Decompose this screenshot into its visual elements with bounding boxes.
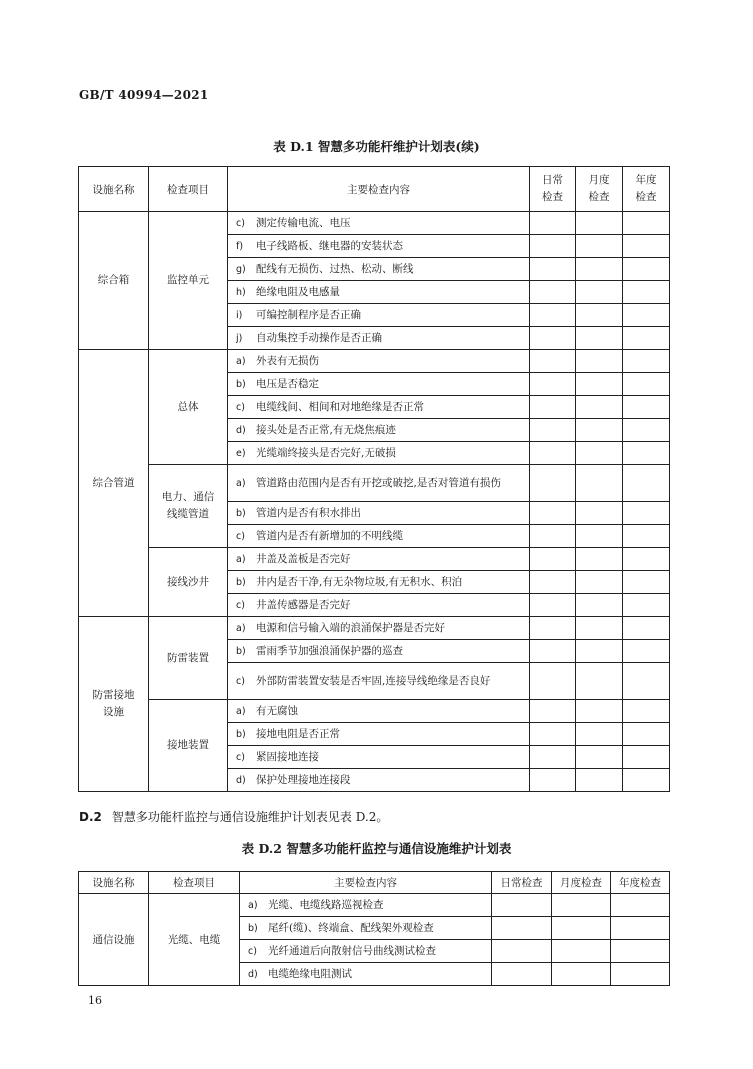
check-content-cell [228, 571, 530, 594]
check-item-cell: 光缆、电缆 [149, 894, 240, 986]
monthly-check-cell[interactable] [576, 571, 623, 594]
item-letter: a) [236, 477, 246, 489]
item-letter: d) [248, 968, 258, 980]
yearly-check-cell[interactable] [611, 894, 670, 917]
item-letter: i) [236, 309, 243, 321]
header-yearly: 年度检查 [611, 872, 670, 894]
yearly-check-cell[interactable] [623, 640, 670, 663]
check-content-cell [240, 917, 492, 940]
item-letter: c) [236, 599, 245, 611]
section-text: 智慧多功能杆监控与通信设施维护计划表见表 D.2。 [111, 810, 389, 824]
monthly-check-cell[interactable] [576, 502, 623, 525]
daily-check-cell[interactable] [530, 373, 576, 396]
monthly-check-cell[interactable] [576, 700, 623, 723]
item-letter: a) [236, 622, 246, 634]
item-letter: b) [248, 922, 258, 934]
item-text: 绝缘电阻及电感量 [256, 285, 340, 298]
page-number: 16 [88, 994, 102, 1007]
check-item-cell: 接地装置 [149, 700, 228, 792]
check-item-cell: 电力、通信 线缆管道 [149, 465, 228, 548]
item-letter: a) [248, 899, 258, 911]
yearly-check-cell[interactable] [623, 373, 670, 396]
item-letter: b) [236, 507, 246, 519]
header-daily: 日常检查 [492, 872, 552, 894]
check-content-cell [228, 640, 530, 663]
item-letter: b) [236, 378, 246, 390]
table-row [79, 350, 670, 373]
item-text: 自动集控手动操作是否正确 [256, 331, 382, 344]
yearly-check-cell[interactable] [623, 327, 670, 350]
item-text: 光纤通道后向散射信号曲线测试检查 [268, 944, 436, 957]
item-text: 接头处是否正常,有无烧焦痕迹 [256, 423, 396, 436]
item-text: 配线有无损伤、过热、松动、断线 [256, 262, 414, 275]
header-monthly: 月度检查 [552, 872, 611, 894]
daily-check-cell[interactable] [530, 525, 576, 548]
section-d2-paragraph [79, 808, 388, 825]
section-number: D.2 [79, 810, 102, 824]
check-content-cell [228, 502, 530, 525]
item-letter: c) [236, 217, 245, 229]
header-item: 检查项目 [149, 167, 228, 212]
item-text: 尾纤(缆)、终端盒、配线架外观检查 [268, 921, 434, 934]
check-content-cell [228, 548, 530, 571]
table-row [79, 548, 670, 571]
yearly-check-cell[interactable] [623, 258, 670, 281]
yearly-check-cell[interactable] [623, 419, 670, 442]
daily-check-cell[interactable] [530, 617, 576, 640]
monthly-check-cell[interactable] [552, 894, 611, 917]
monthly-check-cell[interactable] [552, 963, 611, 986]
monthly-check-cell[interactable] [576, 212, 623, 235]
item-letter: c) [236, 751, 245, 763]
yearly-check-cell[interactable] [611, 917, 670, 940]
daily-check-cell[interactable] [530, 640, 576, 663]
check-content-cell [228, 304, 530, 327]
monthly-check-cell[interactable] [576, 304, 623, 327]
check-content-cell [228, 373, 530, 396]
daily-check-cell[interactable] [530, 502, 576, 525]
table-d2-caption: 表 D.2 智慧多功能杆监控与通信设施维护计划表 [241, 841, 512, 856]
item-text: 可编控制程序是否正确 [256, 308, 361, 321]
monthly-check-cell[interactable] [576, 442, 623, 465]
facility-name-cell: 综合箱 [79, 212, 149, 350]
yearly-check-cell[interactable] [623, 235, 670, 258]
table-row [79, 465, 670, 502]
monthly-check-cell[interactable] [576, 663, 623, 700]
daily-check-cell[interactable] [530, 212, 576, 235]
header-facility: 设施名称 [79, 872, 149, 894]
yearly-check-cell[interactable] [623, 442, 670, 465]
monthly-check-cell[interactable] [576, 327, 623, 350]
table-row [79, 700, 670, 723]
item-text: 井盖及盖板是否完好 [256, 552, 351, 565]
item-text: 井盖传感器是否完好 [256, 598, 351, 611]
header-content: 主要检查内容 [240, 872, 492, 894]
item-letter: c) [236, 401, 245, 413]
item-text: 测定传输电流、电压 [256, 216, 351, 229]
daily-check-cell[interactable] [530, 258, 576, 281]
table-d1-caption: 表 D.1 智慧多功能杆维护计划表(续) [273, 139, 480, 154]
yearly-check-cell[interactable] [623, 350, 670, 373]
monthly-check-cell[interactable] [576, 723, 623, 746]
check-item-cell: 监控单元 [149, 212, 228, 350]
monthly-check-cell[interactable] [576, 746, 623, 769]
check-item-cell: 总体 [149, 350, 228, 465]
check-content-cell [228, 617, 530, 640]
header-facility: 设施名称 [79, 167, 149, 212]
item-letter: b) [236, 645, 246, 657]
item-letter: h) [236, 286, 246, 298]
monthly-check-cell[interactable] [576, 373, 623, 396]
daily-check-cell[interactable] [530, 419, 576, 442]
item-text: 外表有无损伤 [256, 354, 319, 367]
daily-check-cell[interactable] [492, 963, 552, 986]
daily-check-cell[interactable] [530, 548, 576, 571]
yearly-check-cell[interactable] [611, 940, 670, 963]
item-letter: c) [248, 945, 257, 957]
daily-check-cell[interactable] [530, 350, 576, 373]
yearly-check-cell[interactable] [623, 617, 670, 640]
monthly-check-cell[interactable] [576, 419, 623, 442]
check-content-cell [228, 235, 530, 258]
yearly-check-cell[interactable] [623, 663, 670, 700]
check-content-cell [240, 894, 492, 917]
item-letter: j) [236, 332, 243, 344]
check-content-cell [228, 769, 530, 792]
monthly-check-cell[interactable] [576, 465, 623, 502]
item-text: 光缆端终接头是否完好,无破损 [256, 446, 396, 459]
standard-code: GB/T 40994—2021 [79, 88, 209, 102]
item-letter: d) [236, 774, 246, 786]
check-content-cell [228, 396, 530, 419]
check-content-cell [228, 465, 530, 502]
item-letter: f) [236, 240, 244, 252]
check-content-cell [228, 212, 530, 235]
check-content-cell [228, 663, 530, 700]
monthly-check-cell[interactable] [576, 594, 623, 617]
item-letter: c) [236, 530, 245, 542]
monthly-check-cell[interactable] [576, 350, 623, 373]
item-letter: c) [236, 675, 245, 687]
yearly-check-cell[interactable] [623, 700, 670, 723]
check-content-cell [228, 258, 530, 281]
yearly-check-cell[interactable] [623, 548, 670, 571]
daily-check-cell[interactable] [530, 746, 576, 769]
item-text: 管道内是否有积水排出 [256, 506, 361, 519]
item-text: 外部防雷装置安装是否牢固,连接导线绝缘是否良好 [256, 674, 491, 687]
item-letter: b) [236, 728, 246, 740]
monthly-check-cell[interactable] [552, 940, 611, 963]
item-text: 光缆、电缆线路巡视检查 [268, 898, 384, 911]
daily-check-cell[interactable] [530, 663, 576, 700]
daily-check-cell[interactable] [530, 442, 576, 465]
item-text: 电缆线间、相间和对地绝缘是否正常 [256, 400, 424, 413]
yearly-check-cell[interactable] [623, 396, 670, 419]
monthly-check-cell[interactable] [576, 548, 623, 571]
facility-name-cell: 防雷接地 设施 [79, 617, 149, 792]
monthly-check-cell[interactable] [552, 917, 611, 940]
header-daily: 日常 检查 [530, 167, 576, 212]
yearly-check-cell[interactable] [623, 281, 670, 304]
check-content-cell [228, 327, 530, 350]
check-content-cell [228, 746, 530, 769]
table-row [79, 617, 670, 640]
item-text: 有无腐蚀 [256, 704, 298, 717]
item-letter: a) [236, 553, 246, 565]
header-yearly: 年度 检查 [623, 167, 670, 212]
yearly-check-cell[interactable] [623, 723, 670, 746]
check-content-cell [228, 723, 530, 746]
monthly-check-cell[interactable] [576, 258, 623, 281]
monthly-check-cell[interactable] [576, 525, 623, 548]
check-content-cell [228, 350, 530, 373]
item-text: 电子线路板、继电器的安装状态 [256, 239, 403, 252]
daily-check-cell[interactable] [530, 465, 576, 502]
daily-check-cell[interactable] [530, 571, 576, 594]
item-text: 管道路由范围内是否有开挖或破挖,是否对管道有损伤 [256, 476, 501, 489]
daily-check-cell[interactable] [530, 769, 576, 792]
item-letter: b) [236, 576, 246, 588]
item-text: 电缆绝缘电阻测试 [268, 967, 352, 980]
check-item-cell: 接线沙井 [149, 548, 228, 617]
table-row [79, 894, 670, 917]
daily-check-cell[interactable] [492, 917, 552, 940]
item-text: 电压是否稳定 [256, 377, 319, 390]
daily-check-cell[interactable] [530, 281, 576, 304]
yearly-check-cell[interactable] [623, 594, 670, 617]
item-letter: d) [236, 424, 246, 436]
check-content-cell [228, 700, 530, 723]
yearly-check-cell[interactable] [623, 746, 670, 769]
table-d2 [78, 871, 670, 986]
yearly-check-cell[interactable] [623, 304, 670, 327]
check-content-cell [228, 442, 530, 465]
check-content-cell [240, 940, 492, 963]
yearly-check-cell[interactable] [623, 502, 670, 525]
daily-check-cell[interactable] [530, 700, 576, 723]
header-item: 检查项目 [149, 872, 240, 894]
yearly-check-cell[interactable] [623, 212, 670, 235]
item-text: 管道内是否有新增加的不明线缆 [256, 529, 403, 542]
daily-check-cell[interactable] [530, 594, 576, 617]
check-content-cell [228, 281, 530, 304]
daily-check-cell[interactable] [530, 304, 576, 327]
item-text: 井内是否干净,有无杂物垃圾,有无积水、积泊 [256, 575, 463, 588]
monthly-check-cell[interactable] [576, 281, 623, 304]
item-text: 紧固接地连接 [256, 750, 319, 763]
facility-name-cell: 综合管道 [79, 350, 149, 617]
item-letter: a) [236, 355, 246, 367]
check-content-cell [228, 419, 530, 442]
item-text: 保护处理接地连接段 [256, 773, 351, 786]
daily-check-cell[interactable] [492, 894, 552, 917]
yearly-check-cell[interactable] [623, 769, 670, 792]
item-text: 接地电阻是否正常 [256, 727, 340, 740]
yearly-check-cell[interactable] [623, 525, 670, 548]
daily-check-cell[interactable] [530, 235, 576, 258]
item-letter: e) [236, 447, 246, 459]
table-d1 [78, 166, 670, 792]
check-item-cell: 防雷装置 [149, 617, 228, 700]
yearly-check-cell[interactable] [611, 963, 670, 986]
monthly-check-cell[interactable] [576, 396, 623, 419]
item-letter: g) [236, 263, 246, 275]
monthly-check-cell[interactable] [576, 617, 623, 640]
daily-check-cell[interactable] [530, 396, 576, 419]
header-monthly: 月度 检查 [576, 167, 623, 212]
header-content: 主要检查内容 [228, 167, 530, 212]
daily-check-cell[interactable] [492, 940, 552, 963]
daily-check-cell[interactable] [530, 723, 576, 746]
item-text: 电源和信号输入端的浪涌保护器是否完好 [256, 621, 445, 634]
monthly-check-cell[interactable] [576, 235, 623, 258]
table-row [79, 212, 670, 235]
monthly-check-cell[interactable] [576, 769, 623, 792]
facility-name-cell: 通信设施 [79, 894, 149, 986]
daily-check-cell[interactable] [530, 327, 576, 350]
yearly-check-cell[interactable] [623, 465, 670, 502]
check-content-cell [228, 525, 530, 548]
check-content-cell [240, 963, 492, 986]
item-text: 雷雨季节加强浪涌保护器的巡查 [256, 644, 403, 657]
check-content-cell [228, 594, 530, 617]
item-letter: a) [236, 705, 246, 717]
yearly-check-cell[interactable] [623, 571, 670, 594]
monthly-check-cell[interactable] [576, 640, 623, 663]
